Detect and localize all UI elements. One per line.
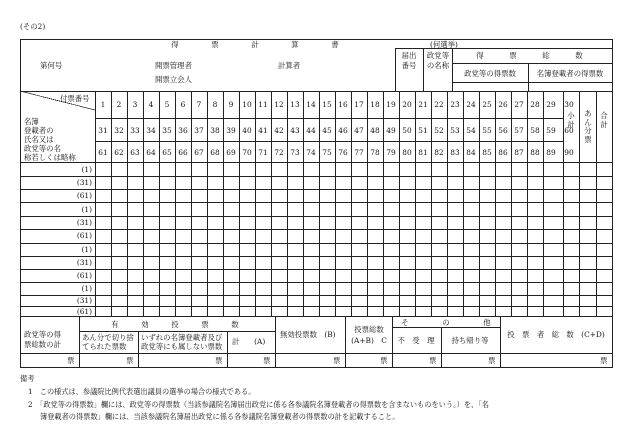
vote-number-cell: 48 — [370, 126, 380, 135]
vote-number-cell: 24 — [466, 100, 476, 109]
other-title-char: の — [442, 318, 450, 327]
title-char: 算 — [291, 40, 299, 49]
vote-number-cell: 12 — [274, 100, 284, 109]
candidate-name-label: 氏名又は — [24, 135, 54, 144]
vote-number-cell: 18 — [370, 100, 380, 109]
vote-number-cell: 38 — [210, 126, 220, 135]
vote-number-cell: 1 — [100, 100, 106, 109]
unit-label: 票 — [67, 356, 75, 365]
vote-number-cell: 3 — [132, 100, 138, 109]
vote-number-cell: 6 — [180, 100, 186, 109]
group-label: (1) — [81, 165, 92, 174]
vote-number-cell: 4 — [148, 100, 154, 109]
title-char: 票 — [211, 40, 219, 49]
total-votes-title-char: 総 — [542, 51, 550, 60]
vote-number-cell: 56 — [498, 126, 508, 135]
vote-number-cell: 68 — [210, 148, 220, 157]
vote-number-cell: 73 — [290, 148, 300, 157]
group-label: (31) — [76, 296, 92, 305]
vote-number-cell: 85 — [482, 148, 492, 157]
vote-number-cell: 39 — [226, 126, 236, 135]
taken-home-label: 持ち帰り等 — [451, 336, 489, 345]
valid-votes-title-char: 数 — [231, 320, 239, 329]
candidate-name-label: 名簿 — [24, 117, 39, 126]
kaisu-label: 第何号 — [40, 61, 63, 70]
vote-number-cell: 49 — [386, 126, 396, 135]
notification-no-label: 届出 — [401, 51, 417, 60]
vote-number-cell: 76 — [338, 148, 348, 157]
vote-number-cell: 9 — [228, 100, 234, 109]
group-label: (31) — [76, 218, 92, 227]
vote-number-cell: 52 — [434, 126, 444, 135]
vote-number-cell: 51 — [418, 126, 428, 135]
vote-number-cell: 17 — [354, 100, 364, 109]
vote-number-cell: 75 — [322, 148, 332, 157]
counting-witness-label: 開票立会人 — [155, 75, 192, 84]
vote-number-cell: 26 — [498, 100, 508, 109]
unit-label: 票 — [263, 356, 271, 365]
vote-number-cell: 15 — [322, 100, 332, 109]
calculator-label: 計算者 — [278, 61, 301, 70]
notification-no-label: 番号 — [401, 61, 417, 70]
vote-number-cell: 50 — [402, 126, 412, 135]
total-votes-title-char: 票 — [509, 51, 517, 60]
notes-heading: 備考 — [20, 374, 35, 383]
vote-number-cell: 5 — [164, 100, 170, 109]
proportional-header: あ ん 分 票 — [584, 109, 592, 144]
unit-label: 票 — [429, 356, 437, 365]
vote-number-cell: 19 — [386, 100, 396, 109]
vote-number-cell: 83 — [450, 148, 460, 157]
vote-number-cell: 7 — [196, 100, 202, 109]
title-char: 書 — [331, 40, 339, 49]
vote-number-cell: 60 — [564, 126, 574, 135]
vote-number-cell: 82 — [434, 148, 444, 157]
sum-a-label: 計 (A) — [232, 337, 266, 346]
party-total-label: 票総数の計 — [24, 340, 61, 349]
vote-number-cell: 41 — [258, 126, 268, 135]
vote-number-cell: 8 — [212, 100, 218, 109]
title-char: 得 — [171, 40, 179, 49]
vote-number-cell: 66 — [178, 148, 188, 157]
vote-number-cell: 20 — [402, 100, 412, 109]
vote-number-cell: 45 — [322, 126, 332, 135]
valid-votes-title-char: 票 — [201, 320, 209, 329]
note-item: 2 「政党等の得票数」欄には、政党等の得票数（当該参議院名簿届出政党に係る各参議院名簿登載者の得票数を含まないものをいう。）を、「名 — [28, 400, 489, 409]
vote-number-cell: 47 — [354, 126, 364, 135]
vote-number-cell: 21 — [418, 100, 428, 109]
vote-number-cell: 86 — [498, 148, 508, 157]
group-label: (61) — [76, 231, 92, 240]
vote-number-cell: 63 — [130, 148, 140, 157]
vote-number-cell: 88 — [530, 148, 540, 157]
vote-number-cell: 65 — [162, 148, 172, 157]
unit-label: 票 — [380, 356, 388, 365]
vote-number-cell: 81 — [418, 148, 428, 157]
non-party-votes-label: 政党等にも属しない票数 — [141, 342, 223, 351]
vote-number-cell: 74 — [306, 148, 316, 157]
vote-number-cell: 40 — [242, 126, 252, 135]
vote-number-cell: 69 — [226, 148, 236, 157]
vote-number-cell: 36 — [178, 126, 188, 135]
total-header: 合 計 — [600, 111, 608, 129]
vote-number-cell: 16 — [338, 100, 348, 109]
party-votes-label: 政党等の得票数 — [464, 69, 516, 78]
party-total-label: 政党等の得 — [24, 330, 61, 339]
vote-number-cell: 78 — [370, 148, 380, 157]
group-label: (1) — [81, 205, 92, 214]
vote-number-cell: 58 — [530, 126, 540, 135]
total-votes-title-char: 数 — [575, 51, 583, 60]
vote-number-cell: 13 — [290, 100, 300, 109]
vote-number-cell: 61 — [98, 148, 108, 157]
valid-votes-title-char: 投 — [171, 320, 179, 329]
vote-number-cell: 71 — [258, 148, 268, 157]
rounded-votes-label: あん分で切り捨 — [82, 333, 134, 342]
vote-number-cell: 32 — [114, 126, 124, 135]
other-title-char: そ — [401, 318, 409, 327]
page-label: (その2) — [20, 22, 46, 31]
other-title-char: 他 — [483, 318, 491, 327]
subtotal-header: 小 計 — [567, 111, 575, 129]
vote-number-cell: 30 — [564, 100, 574, 109]
group-label: (31) — [76, 258, 92, 267]
ballot-total-label: (A+B) C — [351, 336, 387, 345]
unit-label: 票 — [215, 356, 223, 365]
group-label: (61) — [76, 271, 92, 280]
vote-number-cell: 35 — [162, 126, 172, 135]
invalid-votes-label: 無効投票数 (B) — [280, 330, 336, 339]
total-votes-title-char: 得 — [476, 51, 484, 60]
vote-number-cell: 64 — [146, 148, 156, 157]
vote-number-cell: 44 — [306, 126, 316, 135]
vote-number-cell: 80 — [402, 148, 412, 157]
vote-number-cell: 14 — [306, 100, 316, 109]
voter-total-label: 投 票 者 総 数 (C+D) — [507, 330, 605, 339]
rounded-votes-label: てられた票数 — [82, 342, 127, 351]
valid-votes-title-char: 有 — [111, 320, 119, 329]
vote-number-cell: 29 — [546, 100, 556, 109]
election-type: (何選挙) — [430, 40, 458, 49]
vote-number-cell: 90 — [564, 148, 574, 157]
candidate-name-label: 登載者の — [24, 126, 54, 135]
group-label: (61) — [76, 307, 92, 316]
vote-number-cell: 57 — [514, 126, 524, 135]
vote-number-cell: 31 — [98, 126, 108, 135]
valid-votes-title-char: 効 — [141, 320, 149, 329]
note-item: 1 この様式は、参議院比例代表選出議員の選挙の場合の様式である。 — [28, 387, 256, 396]
vote-number-cell: 23 — [450, 100, 460, 109]
rejected-label: 不 受 理 — [397, 336, 435, 345]
vote-number-cell: 27 — [514, 100, 524, 109]
vote-number-cell: 10 — [242, 100, 252, 109]
vote-number-cell: 34 — [146, 126, 156, 135]
group-label: (61) — [76, 191, 92, 200]
vote-number-cell: 37 — [194, 126, 204, 135]
vote-number-cell: 54 — [466, 126, 476, 135]
group-label: (1) — [81, 245, 92, 254]
counting-manager-label: 開票管理者 — [155, 61, 192, 70]
unit-label: 票 — [126, 356, 134, 365]
group-label: (31) — [76, 178, 92, 187]
candidate-votes-label: 名簿登載者の得票数 — [536, 69, 604, 78]
vote-number-cell: 70 — [242, 148, 252, 157]
party-name-label: の名称 — [426, 61, 450, 70]
unit-label: 票 — [333, 356, 341, 365]
title-char: 計 — [251, 40, 259, 49]
vote-number-cell: 2 — [116, 100, 122, 109]
vote-number-cell: 22 — [434, 100, 444, 109]
vote-number-cell: 28 — [530, 100, 540, 109]
vote-number-cell: 89 — [546, 148, 556, 157]
ballot-total-label: 投票総数 — [354, 325, 384, 334]
vote-number-cell: 11 — [258, 100, 268, 109]
vote-number-cell: 53 — [450, 126, 460, 135]
vote-number-cell: 46 — [338, 126, 348, 135]
vote-number-cell: 84 — [466, 148, 476, 157]
vote-no-label: 付票番号 — [60, 94, 90, 103]
group-label: (1) — [81, 284, 92, 293]
vote-number-cell: 62 — [114, 148, 124, 157]
vote-number-cell: 43 — [290, 126, 300, 135]
vote-number-cell: 33 — [130, 126, 140, 135]
vote-number-cell: 87 — [514, 148, 524, 157]
vote-number-cell: 59 — [546, 126, 556, 135]
vote-number-cell: 72 — [274, 148, 284, 157]
non-party-votes-label: いずれの名簿登載者及び — [141, 333, 223, 342]
vote-number-cell: 67 — [194, 148, 204, 157]
note-item: 簿登載者の得票数」欄には、当該参議院名簿届出政党に係る各参議院名簿登載者の得票数の計を記載すること。 — [40, 412, 400, 421]
vote-number-cell: 25 — [482, 100, 492, 109]
vote-number-cell: 42 — [274, 126, 284, 135]
vote-number-cell: 77 — [354, 148, 364, 157]
unit-label: 票 — [600, 356, 608, 365]
vote-number-cell: 79 — [386, 148, 396, 157]
vote-number-cell: 55 — [482, 126, 492, 135]
party-name-label: 政党等 — [426, 51, 450, 60]
candidate-name-label: 称若しくは略称 — [24, 153, 76, 162]
unit-label: 票 — [488, 356, 496, 365]
candidate-name-label: 政党等の名 — [24, 144, 61, 153]
